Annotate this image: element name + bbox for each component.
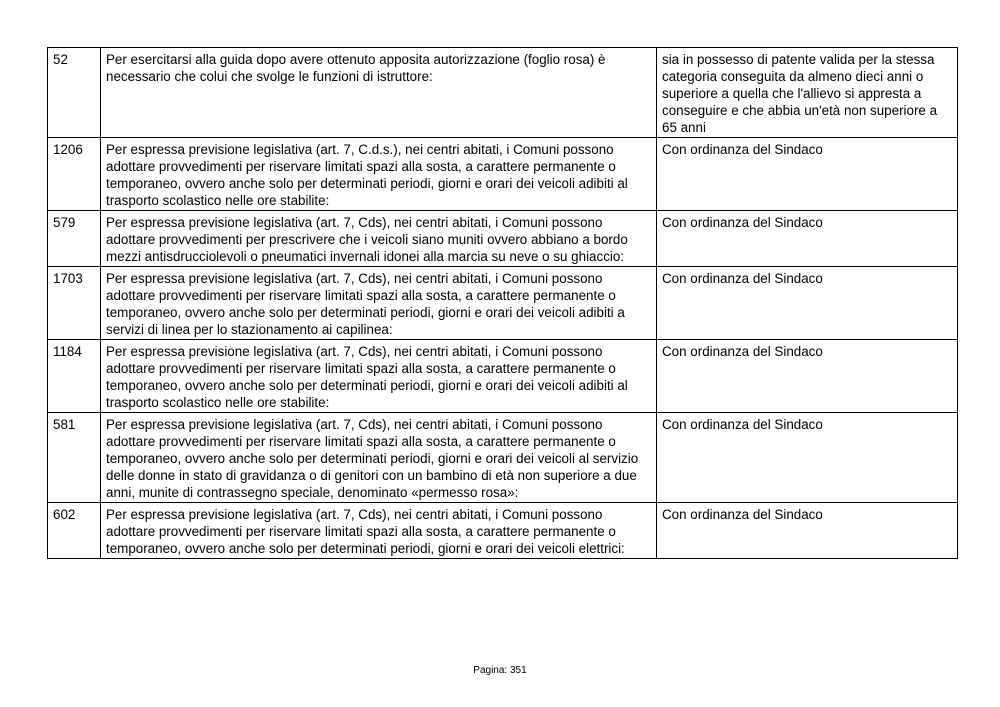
page-number: Pagina: 351 (473, 665, 527, 676)
answer-text: sia in possesso di patente valida per la stessa categoria conseguita da almeno dieci anni o superiore a quella che l'allievo si appresta a conseguire e che abbia un'età non superiore a 65 anni (657, 48, 958, 138)
table-row (48, 503, 958, 559)
question-text: Per espressa previsione legislativa (art. 7, C.d.s.), nei centri abitati, i Comuni possono adottare provvedimenti per riservare limitati spazi alla sosta, a carattere permanente o temporaneo, ovvero anche solo per determinati periodi, giorni e orari dei veicoli adibiti al trasporto scolastico nelle ore stabilite: (101, 138, 657, 211)
answer-text: Con ordinanza del Sindaco (657, 503, 958, 559)
answer-text: Con ordinanza del Sindaco (657, 138, 958, 211)
question-text: Per espressa previsione legislativa (art. 7, Cds), nei centri abitati, i Comuni possono adottare provvedimenti per riservare limitati spazi alla sosta, a carattere permanente o temporaneo, ovvero anche solo per determinati periodi, giorni e orari dei veicoli al servizio delle donne in stato di gravidanza o di genitori con un bambino di età non superiore a due anni, munite di contrassegno speciale, denominato «permesso rosa»: (101, 413, 657, 503)
question-number: 1206 (48, 138, 101, 211)
table-row (48, 340, 958, 413)
question-number: 1703 (48, 267, 101, 340)
question-number: 602 (48, 503, 101, 559)
table-row (48, 267, 958, 340)
question-number: 1184 (48, 340, 101, 413)
question-number: 581 (48, 413, 101, 503)
question-text: Per espressa previsione legislativa (art. 7, Cds), nei centri abitati, i Comuni possono adottare provvedimenti per riservare limitati spazi alla sosta, a carattere permanente o temporaneo, ovvero anche solo per determinati periodi, giorni e orari dei veicoli elettrici: (101, 503, 657, 559)
table-row (48, 413, 958, 503)
question-text: Per espressa previsione legislativa (art. 7, Cds), nei centri abitati, i Comuni possono adottare provvedimenti per prescrivere che i veicoli siano muniti ovvero abbiano a bordo mezzi antisdrucciolevoli o pneumatici invernali idonei alla marcia su neve o su ghiaccio: (101, 211, 657, 267)
table-row (48, 211, 958, 267)
answer-text: Con ordinanza del Sindaco (657, 340, 958, 413)
question-number: 52 (48, 48, 101, 138)
table-row (48, 138, 958, 211)
question-text: Per espressa previsione legislativa (art. 7, Cds), nei centri abitati, i Comuni possono adottare provvedimenti per riservare limitati spazi alla sosta, a carattere permanente o temporaneo, ovvero anche solo per determinati periodi, giorni e orari dei veicoli adibiti a servizi di linea per lo stazionamento ai capilinea: (101, 267, 657, 340)
answer-text: Con ordinanza del Sindaco (657, 211, 958, 267)
question-text: Per espressa previsione legislativa (art. 7, Cds), nei centri abitati, i Comuni possono adottare provvedimenti per riservare limitati spazi alla sosta, a carattere permanente o temporaneo, ovvero anche solo per determinati periodi, giorni e orari dei veicoli adibiti al trasporto scolastico nelle ore stabilite: (101, 340, 657, 413)
answer-text: Con ordinanza del Sindaco (657, 413, 958, 503)
question-text: Per esercitarsi alla guida dopo avere ottenuto apposita autorizzazione (foglio rosa) è necessario che colui che svolge le funzioni di istruttore: (101, 48, 657, 138)
answer-text: Con ordinanza del Sindaco (657, 267, 958, 340)
quiz-table (47, 47, 958, 559)
question-number: 579 (48, 211, 101, 267)
table-row (48, 48, 958, 138)
